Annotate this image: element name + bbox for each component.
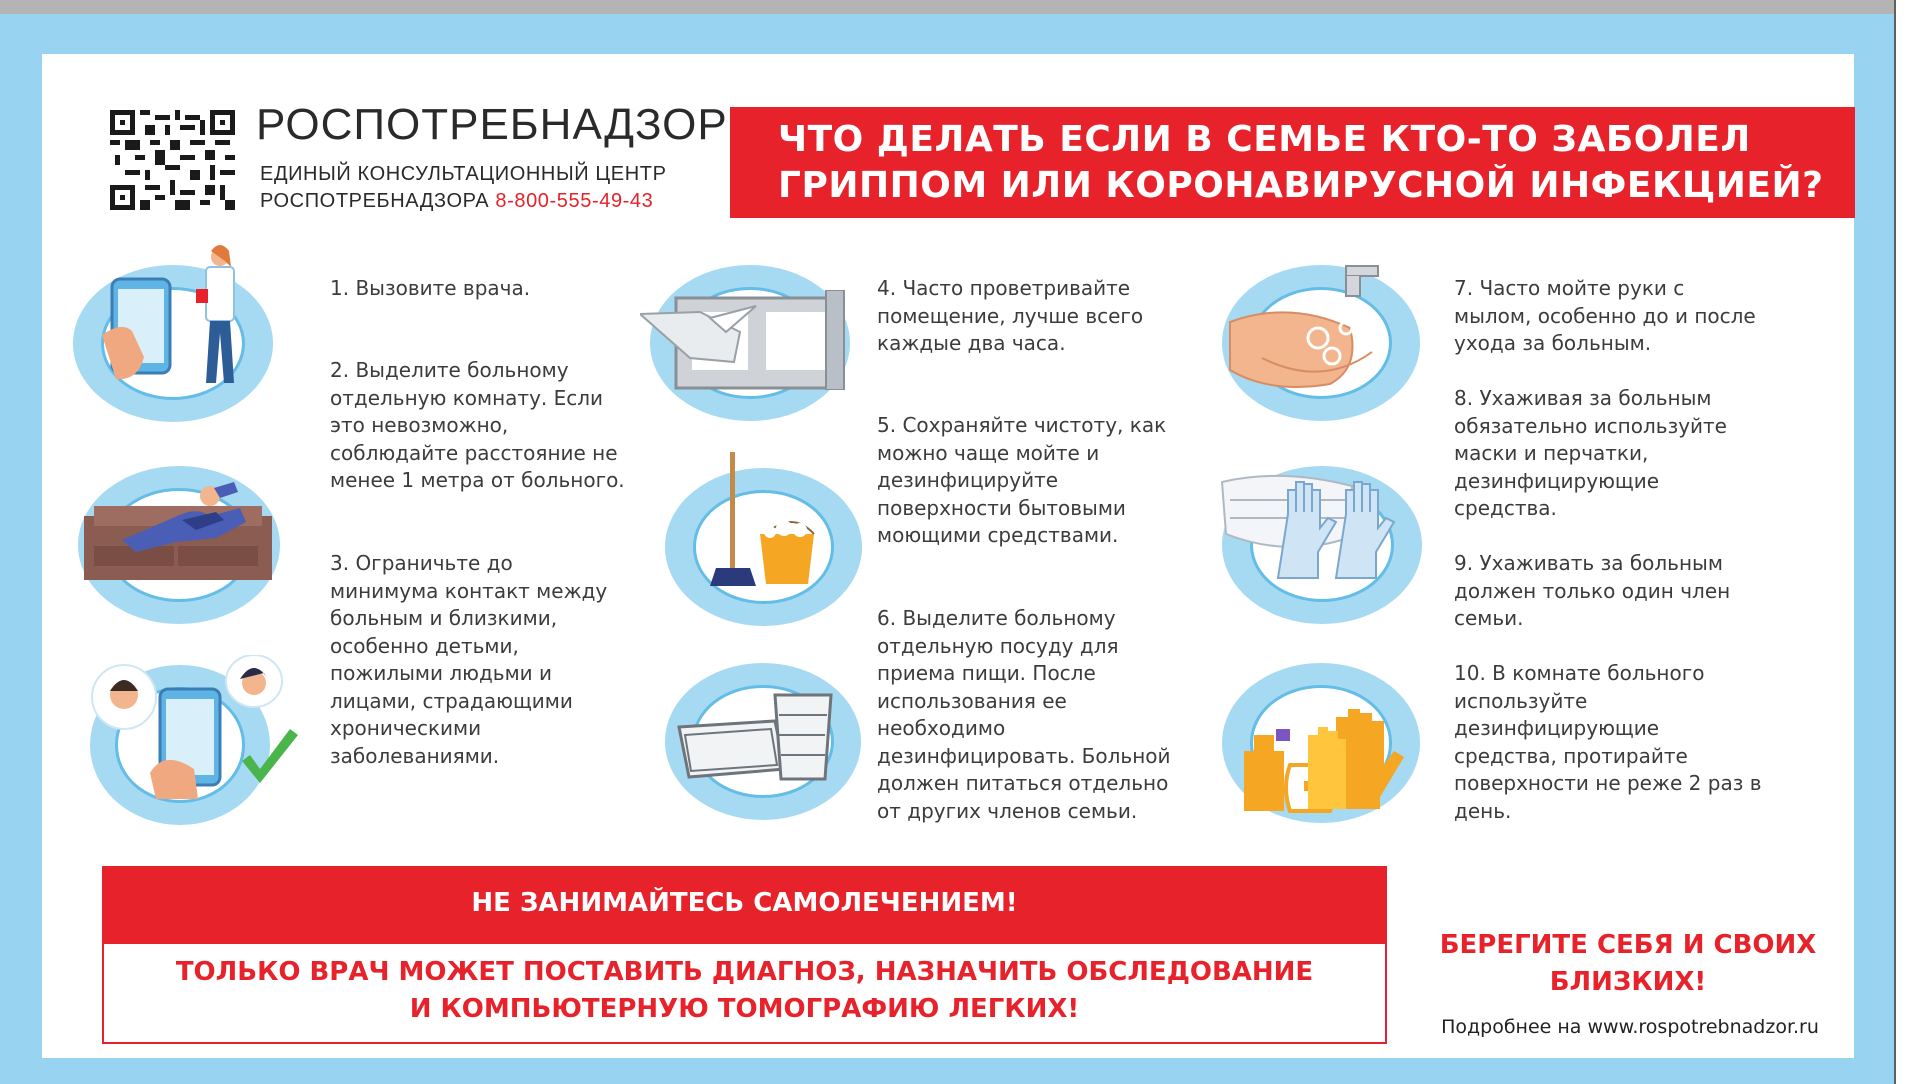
step-10-line: поверхности не реже 2 раз в bbox=[1454, 771, 1762, 795]
step-6-line: использования ее bbox=[877, 688, 1067, 713]
step-3-line: 3. Ограничьте до bbox=[330, 551, 513, 575]
step-3-line: особенно детьми, bbox=[330, 633, 519, 658]
step-10-line: день. bbox=[1454, 798, 1512, 823]
hand-washing-icon bbox=[1222, 262, 1412, 412]
step-7-line: мылом, особенно до и после bbox=[1454, 303, 1756, 328]
step-7 bbox=[1454, 275, 1756, 358]
step-5 bbox=[877, 412, 1166, 550]
disinfectants-icon bbox=[1240, 705, 1430, 815]
qr-code-icon bbox=[110, 110, 235, 210]
step-6-line: от других членов семьи. bbox=[877, 798, 1138, 823]
step-6-line: необходимо bbox=[877, 716, 1006, 740]
mask-gloves-icon bbox=[1216, 470, 1416, 600]
page-title-line-1: ЧТО ДЕЛАТЬ ЕСЛИ В СЕМЬЕ КТО-ТО ЗАБОЛЕЛ bbox=[778, 119, 1751, 160]
more-info-link[interactable]: Подробнее на www.rospotrebnadzor.ru bbox=[1441, 1016, 1819, 1038]
step-6-line: дезинфицировать. Больной bbox=[877, 743, 1171, 768]
care-message bbox=[1418, 927, 1838, 1001]
step-3-line: заболеваниями. bbox=[330, 743, 500, 768]
step-10-line: средства, протирайте bbox=[1454, 743, 1688, 768]
step-9-line: семьи. bbox=[1454, 606, 1524, 630]
step-2-line: это невозможно, bbox=[330, 413, 509, 437]
step-1-line: 1. Вызовите врача. bbox=[330, 276, 531, 300]
step-6-line: отдельную посуду для bbox=[877, 633, 1119, 658]
step-5-line: поверхности бытовыми bbox=[877, 495, 1126, 520]
consult-center-line: ЕДИНЫЙ КОНСУЛЬТАЦИОННЫЙ ЦЕНТР bbox=[260, 163, 667, 185]
step-5-line: можно чаще мойте и bbox=[877, 440, 1100, 465]
window-edge bbox=[1894, 0, 1915, 1084]
step-10-line: 10. В комнате больного bbox=[1454, 661, 1705, 685]
warning-line-1: ТОЛЬКО ВРАЧ МОЖЕТ ПОСТАВИТЬ ДИАГНОЗ, НАЗНАЧИТЬ ОБСЛЕДОВАНИЕ bbox=[175, 957, 1314, 987]
step-3 bbox=[330, 550, 607, 770]
step-2 bbox=[330, 357, 625, 495]
warning-line-2: И КОМПЬЮТЕРНУЮ ТОМОГРАФИЮ ЛЕГКИХ! bbox=[409, 994, 1080, 1024]
hotline-phone: 8-800-555-49-43 bbox=[495, 190, 654, 212]
step-3-line: хроническими bbox=[330, 716, 482, 740]
step-2-line: отдельную комнату. Если bbox=[330, 385, 604, 410]
care-line-2: БЛИЗКИХ! bbox=[1549, 967, 1707, 997]
warning-text bbox=[104, 954, 1385, 1028]
step-2-line: 2. Выделите больному bbox=[330, 358, 569, 382]
step-8-line: средства. bbox=[1454, 496, 1557, 520]
step-9 bbox=[1454, 550, 1730, 633]
step-7-line: 7. Часто мойте руки с bbox=[1454, 276, 1685, 300]
step-8-line: маски и перчатки, bbox=[1454, 441, 1649, 465]
step-3-line: минимума контакт между bbox=[330, 578, 608, 603]
doctor-phone-icon bbox=[100, 245, 260, 395]
dishes-icon bbox=[675, 685, 845, 785]
step-5-line: 5. Сохраняйте чистоту, как bbox=[877, 413, 1167, 437]
step-8-line: дезинфицирующие bbox=[1454, 468, 1660, 493]
step-4-line: 4. Часто проветривайте bbox=[877, 276, 1131, 300]
mop-bucket-icon bbox=[700, 450, 820, 590]
step-7-line: ухода за больным. bbox=[1454, 331, 1652, 355]
step-9-line: 9. Ухаживать за больным bbox=[1454, 551, 1723, 575]
organization-name: РОСПОТРЕБНАДЗОР bbox=[256, 100, 728, 149]
step-10-line: дезинфицирующие bbox=[1454, 716, 1660, 740]
step-6-line: 6. Выделите больному bbox=[877, 606, 1116, 630]
step-5-line: моющими средствами. bbox=[877, 523, 1119, 547]
open-window-icon bbox=[640, 290, 850, 390]
step-8 bbox=[1454, 385, 1727, 523]
step-8-line: обязательно используйте bbox=[1454, 413, 1727, 438]
step-8-line: 8. Ухаживая за больным bbox=[1454, 386, 1712, 410]
step-2-line: соблюдайте расстояние не bbox=[330, 440, 618, 465]
step-6 bbox=[877, 605, 1171, 825]
step-4-line: каждые два часа. bbox=[877, 331, 1066, 355]
step-6-line: должен питаться отдельно bbox=[877, 771, 1169, 795]
step-9-line: должен только один член bbox=[1454, 578, 1731, 603]
step-4-line: помещение, лучше всего bbox=[877, 303, 1144, 328]
consult-center-line-2 bbox=[260, 190, 653, 213]
warning-title: НЕ ЗАНИМАЙТЕСЬ САМОЛЕЧЕНИЕМ! bbox=[471, 888, 1018, 918]
step-10-line: используйте bbox=[1454, 688, 1588, 713]
video-call-icon bbox=[90, 655, 305, 805]
step-3-line: больным и близкими, bbox=[330, 606, 558, 630]
care-line-1: БЕРЕГИТЕ СЕБЯ И СВОИХ bbox=[1439, 930, 1817, 960]
step-2-line: менее 1 метра от больного. bbox=[330, 468, 625, 492]
step-10 bbox=[1454, 660, 1761, 825]
step-5-line: дезинфицируйте bbox=[877, 468, 1059, 492]
step-3-line: лицами, страдающими bbox=[330, 688, 573, 713]
patient-sofa-icon bbox=[82, 476, 282, 586]
step-6-line: приема пищи. После bbox=[877, 661, 1096, 685]
center-org: РОСПОТРЕБНАДЗОРА bbox=[260, 190, 490, 212]
step-3-line: пожилыми людьми и bbox=[330, 661, 553, 685]
step-4 bbox=[877, 275, 1143, 358]
page-title-line-2: ГРИППОМ ИЛИ КОРОНАВИРУСНОЙ ИНФЕКЦИЕЙ? bbox=[778, 165, 1824, 206]
step-1 bbox=[330, 275, 530, 303]
